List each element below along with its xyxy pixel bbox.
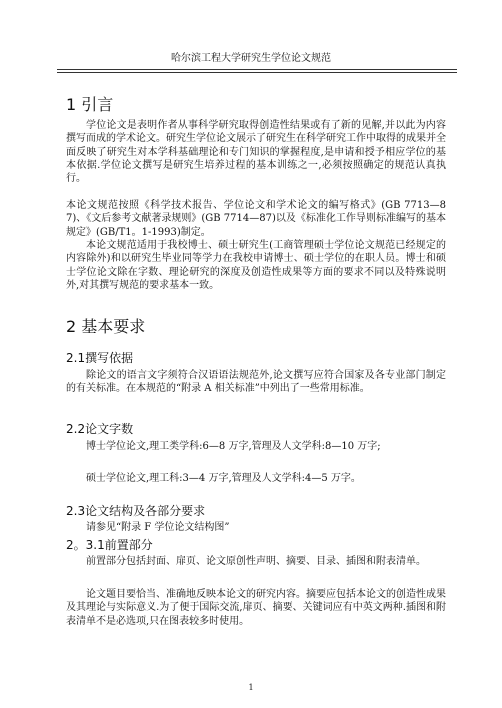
section-2-2-paragraph-2: 硕士学位论文,理工科:3—4 万字,管理及人文学科:4—5 万字。 [86,473,361,484]
running-header: 哈尔滨工程大学研究生学位论文规范 [171,53,331,64]
section-1-paragraph-1: 学位论文是表明作者从事科学研究取得创造性结果或有了新的见解,并以此为内容撰写而成的学术论文。研究生学位论文展示了研究生在科学研究工作中取得的成果并全面反映了研究生对本学科基础理论和专门知识的掌握程度,是申请和授予相应学位的基本依据.学位论文撰写是研究生培养过程的基本训练之一,必须按照确定的规范认真执行。 [66,120,446,185]
section-2-3-heading: 2.3论文结构及各部分要求 [66,504,206,518]
section-2-1-paragraph: 除论文的语言文字须符合汉语语法规范外,论文撰写应符合国家及各专业部门制定的有关标准。在本规范的“附录 A 相关标准”中列出了一些常用标准。 [66,370,446,395]
header-rule-bottom [57,72,457,73]
section-2-2-paragraph-1: 博士学位论文,理工类学科:6—8 万字,管理及人文学科:8—10 万字; [86,441,381,452]
section-2-heading: 2 基本要求 [66,317,146,336]
section-2-2-heading: 2.2论文字数 [66,422,134,436]
section-1-paragraph-3: 本论文规范适用于我校博士、硕士研究生(工商管理硕士学位论文规范已经规定的内容除外)和以研究生毕业同等学力在我校申请博士、硕士学位的在职人员。博士和硕士学位论文除在字数、理论研究的深度及创造性成果等方面的要求不同以及特殊说明外,对其撰写规范的要求基本一致。 [66,240,446,291]
page-number: 1 [248,683,254,692]
section-2-3-paragraph: 请参见“附录 F 学位论文结构图” [86,522,230,533]
section-2-3-1-heading: 2。3.1前置部分 [66,538,153,552]
section-2-3-1-paragraph-2: 论文题目要恰当、准确地反映本论文的研究内容。摘要应包括本论文的创造性成果及其理论与实际意义.为了便于国际交流,扉页、摘要、关键词应有中英文两种.插图和附表清单不是必选项,只在图表较多时使用。 [66,589,446,627]
header-rule-top [57,69,457,70]
section-1-paragraph-2: 本论文规范按照《科学技术报告、学位论文和学术论文的编写格式》(GB 7713—87)、《文后参考文献著录规则》(GB 7714—87)以及《标准化工作导则标准编写的基本规定》(GB/T1。1-1993)制定。 [66,200,446,238]
section-2-1-heading: 2.1撰写依据 [66,351,134,365]
section-1-heading: 1 引言 [66,95,114,114]
section-2-3-1-paragraph-1: 前置部分包括封面、扉页、论文原创性声明、摘要、目录、插图和附表清单。 [86,556,426,567]
